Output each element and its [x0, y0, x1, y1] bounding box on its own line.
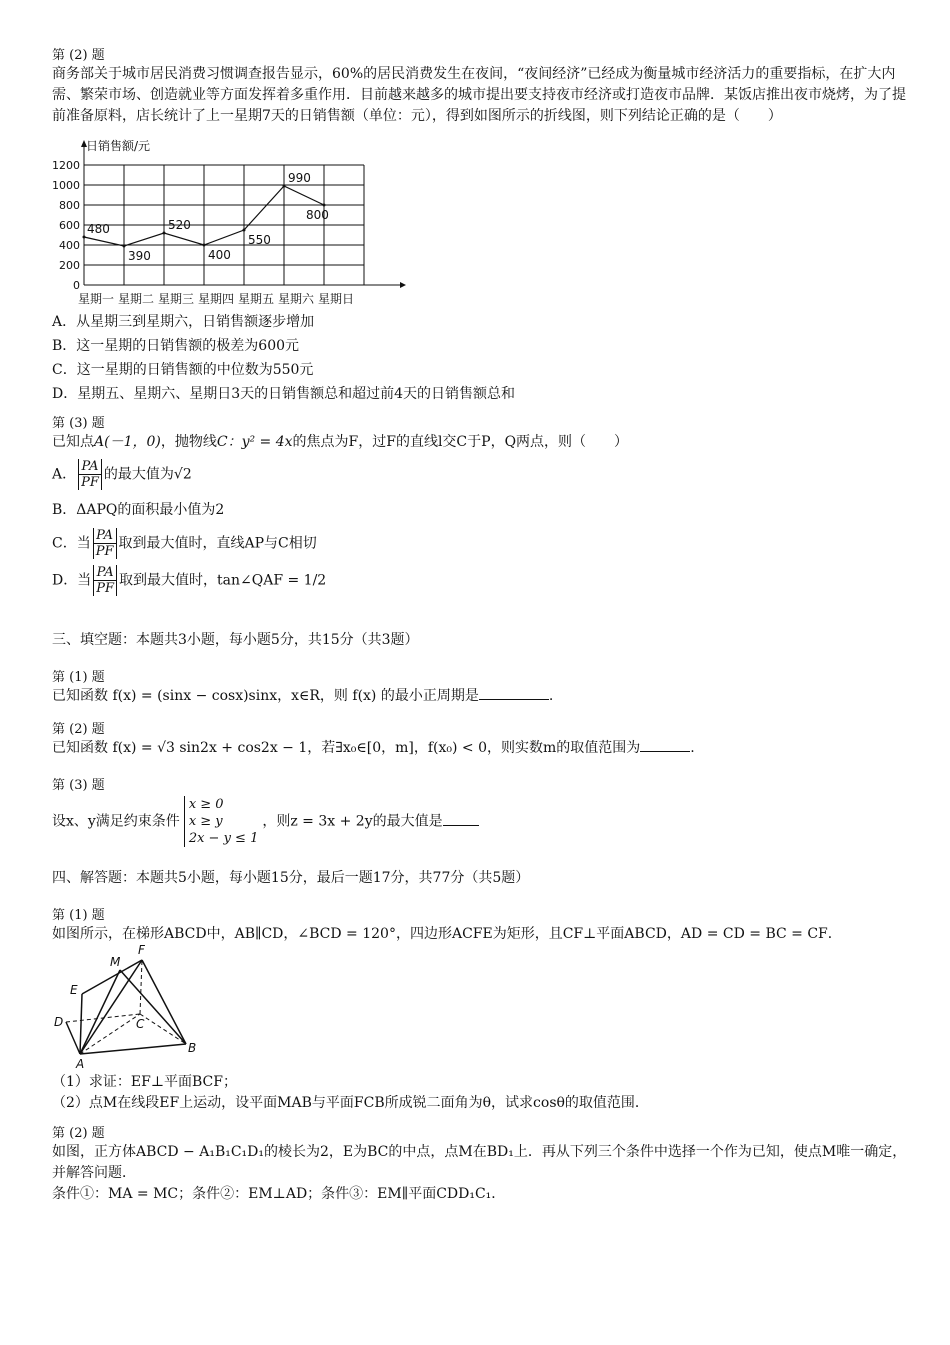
data-point	[163, 232, 166, 235]
ratio-fraction	[93, 565, 117, 596]
data-point	[83, 236, 86, 239]
point-a: A(－1，0)	[94, 434, 161, 450]
x-tick-label: 星期日	[317, 292, 355, 306]
option-c[interactable]: C．这一星期的日销售额的中位数为550元	[52, 362, 314, 378]
constraint-system	[184, 796, 259, 847]
part-2: （2）点M在线段EF上运动，设平面MAB与平面FCB所成锐二面角为θ，试求cosθ的取值范围．	[52, 1095, 649, 1111]
fraction-denominator: PF	[78, 475, 102, 490]
conditions: 条件①：MA = MC；条件②：EM⊥AD；条件③：EM∥平面CDD₁C₁．	[52, 1186, 506, 1202]
y-tick-label: 200	[59, 259, 80, 272]
ratio-fraction	[93, 528, 117, 559]
option-text: 的最大值为√2	[103, 466, 192, 483]
y-tick-label: 1200	[52, 159, 80, 172]
solution-question-1	[52, 908, 910, 945]
stem-end: .	[690, 740, 695, 756]
stem-text: 已知点	[52, 434, 94, 450]
option-d[interactable]	[52, 565, 910, 596]
data-point	[243, 229, 246, 232]
fraction-numerator: PA	[93, 565, 117, 581]
question-number: 第 (1) 题	[52, 908, 105, 923]
label-f: F	[138, 943, 145, 957]
parabola-equation: C：y² = 4x	[216, 434, 293, 450]
label-d: D	[54, 1015, 64, 1029]
edge-cf	[140, 960, 142, 1014]
ratio-fraction	[78, 459, 102, 490]
option-a[interactable]: A．从星期三到星期六，日销售额逐步增加	[52, 314, 315, 330]
y-tick-label: 0	[73, 279, 80, 292]
x-tick-label: 星期三	[157, 292, 195, 306]
edge-af	[80, 960, 142, 1054]
question-2-options	[52, 310, 910, 406]
edge-am	[80, 970, 120, 1054]
x-tick-label: 星期一	[77, 292, 115, 306]
question-number: 第 (3) 题	[52, 416, 105, 431]
label-e: E	[70, 983, 78, 997]
constraint: x ≥ y	[188, 814, 223, 829]
option-b[interactable]: B．ΔAPQ的面积最小值为2	[52, 502, 225, 518]
section-solution-header: 四、解答题：本题共5小题，每小题15分，最后一题17分，共77分（共5题）	[52, 870, 530, 886]
fraction-numerator: PA	[78, 459, 102, 475]
option-letter: A．	[52, 466, 77, 483]
answer-blank[interactable]	[479, 687, 549, 700]
question-stem	[52, 432, 910, 453]
stem-text: 设x、y满足约束条件	[52, 813, 180, 830]
question-stem	[52, 738, 910, 759]
x-tick-label: 星期二	[117, 292, 155, 306]
question-number: 第 (2) 题	[52, 1126, 105, 1141]
data-label: 800	[306, 208, 329, 222]
data-label: 480	[87, 222, 110, 236]
data-point	[203, 244, 206, 247]
question-number: 第 (3) 题	[52, 778, 105, 793]
solid-geometry-figure	[52, 942, 202, 1070]
option-text: 取到最大值时，tan∠QAF = 1/2	[119, 572, 327, 589]
edge-ad	[66, 1022, 80, 1054]
part-1: （1）求证：EF⊥平面BCF；	[52, 1074, 237, 1090]
data-label: 990	[288, 171, 311, 185]
question-stem	[52, 686, 910, 707]
edge-ae	[80, 994, 82, 1054]
option-letter: D．当	[52, 572, 92, 589]
stem-text: 已知函数 f(x) = √3 sin2x + cos2x − 1，若∃x₀∈[0，m]，f(x₀) < 0，则实数m的取值范围为	[52, 740, 641, 756]
label-c: C	[136, 1017, 145, 1031]
option-letter: C．当	[52, 535, 91, 552]
y-tick-label: 800	[59, 199, 80, 212]
y-axis-label: 日销售额/元	[86, 139, 151, 153]
data-label: 520	[168, 218, 191, 232]
option-a[interactable]	[52, 459, 910, 490]
option-d[interactable]: D．星期五、星期六、星期日3天的日销售额总和超过前4天的日销售额总和	[52, 386, 516, 402]
data-point	[323, 204, 326, 207]
question-stem: 商务部关于城市居民消费习惯调查报告显示，60%的居民消费发生在夜间，“夜间经济”已经成为衡量城市经济活力的重要指标，在扩大内需、繁荣市场、创造就业等方面发挥着多重作用．目前越来越多的城市提出要支持夜市经济或打造夜市品牌．某饭店推出夜市烧烤，为了提前准备原料，店长统计了上一星期7天的日销售额（单位：元），得到如图所示的折线图，则下列结论正确的是（ ）	[52, 66, 906, 124]
data-point	[283, 185, 286, 188]
y-tick-label: 400	[59, 239, 80, 252]
question-number: 第 (1) 题	[52, 670, 105, 685]
y-tick-label: 1000	[52, 179, 80, 192]
question-number: 第 (2) 题	[52, 722, 105, 737]
question-number: 第 (2) 题	[52, 48, 105, 63]
option-text: 取到最大值时，直线AP与C相切	[118, 535, 317, 552]
stem-text: ，抛物线	[160, 434, 217, 450]
y-tick-label: 600	[59, 219, 80, 232]
x-tick-label: 星期五	[237, 292, 275, 306]
question-stem: 如图所示，在梯形ABCD中，AB∥CD，∠BCD = 120°，四边形ACFE为矩形，且CF⊥平面ABCD，AD = CD = BC = CF．	[52, 926, 842, 942]
solution-question-2	[52, 1126, 910, 1205]
constraint: 2x − y ≤ 1	[188, 831, 259, 846]
option-b[interactable]: B．这一星期的日销售额的极差为600元	[52, 338, 300, 354]
data-label: 550	[248, 233, 271, 247]
fill-question-1	[52, 670, 910, 707]
answer-blank[interactable]	[443, 813, 479, 826]
stem-text: 的焦点为F，过F的直线l交C于P，Q两点，则（ ）	[292, 434, 629, 450]
question-stem: 如图，正方体ABCD − A₁B₁C₁D₁的棱长为2，E为BC的中点，点M在BD₁上．再从下列三个条件中选择一个作为已知，使点M唯一确定，并解答问题．	[52, 1144, 907, 1181]
data-label: 390	[128, 249, 151, 263]
stem-text: ，则z = 3x + 2y的最大值是	[262, 813, 443, 830]
edge-ab	[80, 1044, 186, 1054]
question-stem	[52, 796, 910, 847]
x-axis-arrow	[400, 282, 406, 288]
fill-question-2	[52, 722, 910, 759]
label-b: B	[188, 1041, 197, 1055]
answer-blank[interactable]	[640, 739, 690, 752]
question-3	[52, 416, 910, 596]
fill-question-3	[52, 778, 910, 847]
x-tick-label: 星期六	[277, 292, 315, 306]
sales-line-chart	[52, 137, 412, 312]
label-a: A	[76, 1057, 85, 1070]
constraint: x ≥ 0	[188, 797, 224, 812]
fraction-numerator: PA	[93, 528, 117, 544]
fraction-denominator: PF	[93, 581, 117, 596]
stem-text: 已知函数 f(x) = (sinx − cosx)sinx，x∈R，则 f(x) 的最小正周期是	[52, 688, 479, 704]
label-m: M	[110, 955, 121, 969]
fraction-denominator: PF	[93, 544, 117, 559]
data-point	[123, 245, 126, 248]
data-label: 400	[208, 248, 231, 262]
section-fill-in-header: 三、填空题：本题共3小题，每小题5分，共15分（共3题）	[52, 632, 419, 648]
stem-end: .	[548, 688, 554, 704]
question-2	[52, 48, 910, 127]
x-tick-label: 星期四	[197, 292, 235, 306]
option-c[interactable]	[52, 528, 910, 559]
solution-question-1-parts	[52, 1072, 910, 1114]
